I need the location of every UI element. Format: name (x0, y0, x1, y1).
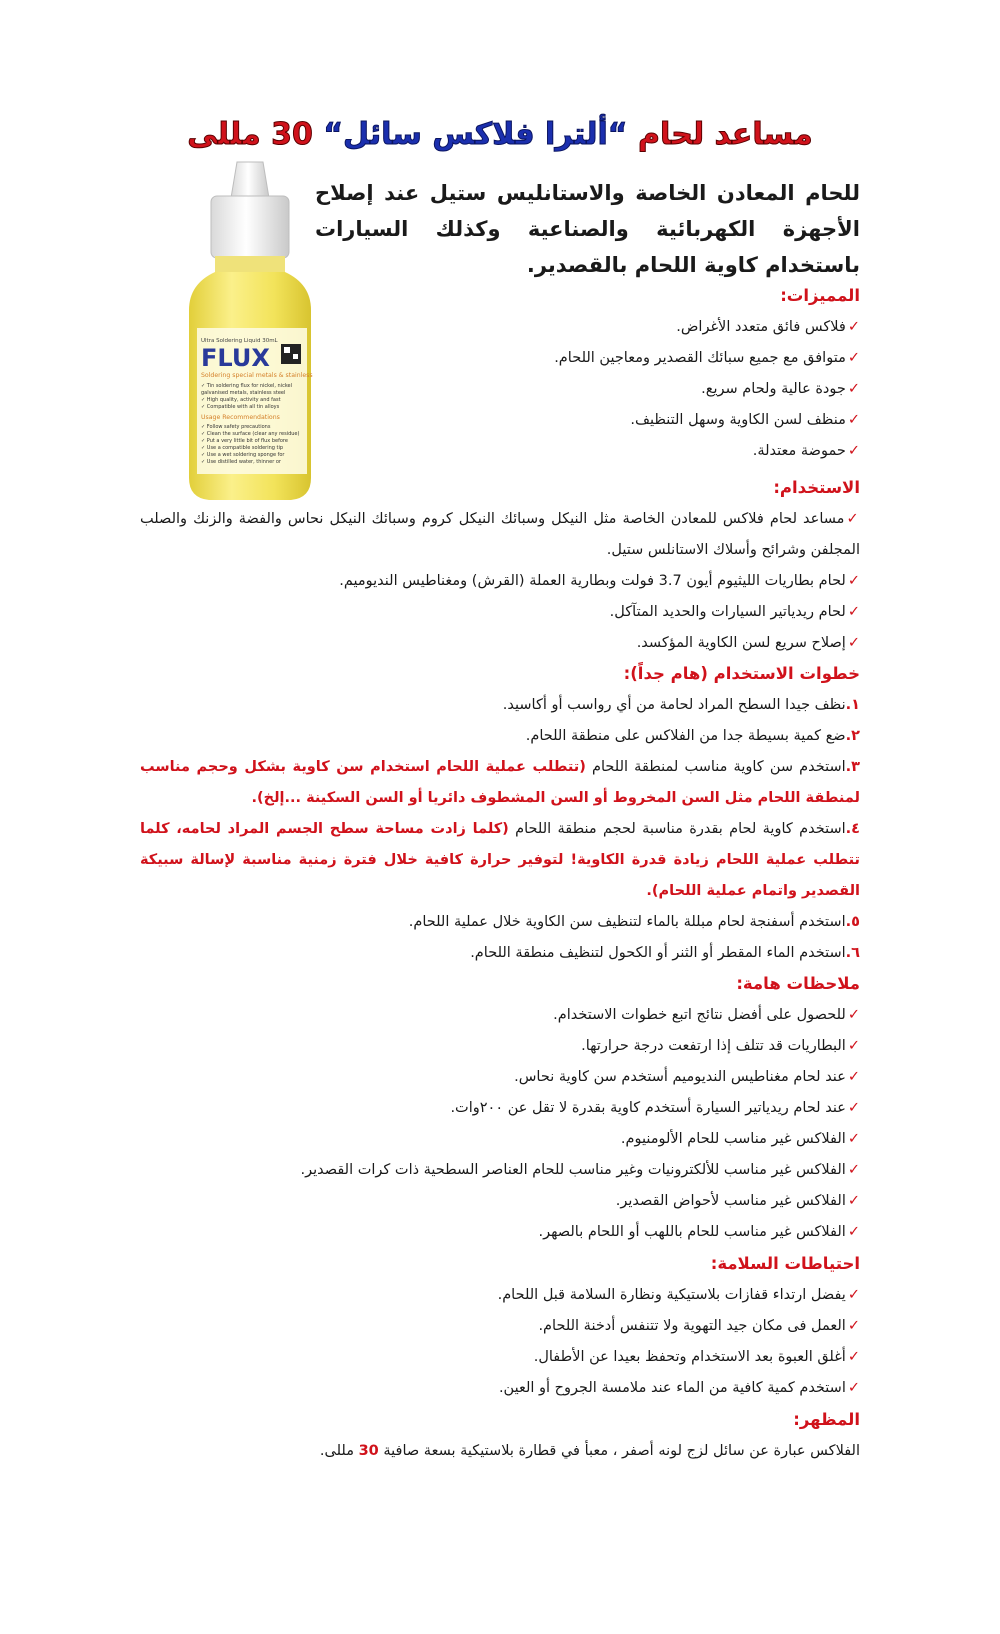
usage-item: ✓لحام ريدياتير السيارات والحديد المتآكل. (609, 604, 860, 620)
safety-item: ✓العمل فى مكان جيد التهوية ولا تتنفس أدخنة اللحام. (538, 1318, 860, 1334)
page-title (150, 108, 850, 162)
note-item: ✓البطاريات قد تتلف إذا ارتفعت درجة حرارتها. (581, 1038, 860, 1054)
check-mark-icon: ✓ (846, 511, 860, 527)
bottle-label-line: ✓ Compatible with all tin alloys (201, 404, 280, 410)
bottle-label-subtitle: Soldering special metals & stainless (201, 372, 313, 379)
notes-section (140, 972, 860, 1248)
check-mark-icon: ✓ (847, 1007, 860, 1023)
check-mark-icon: ✓ (847, 573, 860, 589)
safety-item: ✓يفضل ارتداء قفازات بلاستيكية ونظارة السلامة قبل اللحام. (497, 1287, 860, 1303)
bottle-label-line: ✓ High quality, activity and fast (201, 397, 281, 403)
check-mark-icon: ✓ (847, 1131, 860, 1147)
check-mark-icon: ✓ (847, 635, 860, 651)
feature-item: ✓حموضة معتدلة. (752, 443, 860, 459)
bottle-label-line: ✓ Tin soldering flux for nickel, nickel (201, 383, 292, 389)
features-heading: المميزات: (780, 286, 860, 305)
title-product-name: “ألترا فلاكس سائل“ (323, 117, 628, 152)
notes-heading: ملاحظات هامة: (736, 974, 860, 993)
appearance-section (140, 1408, 860, 1467)
bottle-label-line: galvanised metals, stainless steel (201, 390, 286, 396)
step-item: ٤.استخدم كاوية لحام بقدرة مناسبة لحجم منطقة اللحام (كلما زادت مساحة سطح الجسم المراد لحامه، كلما تتطلب عملية اللحام زيادة قدرة الكاوية! لتوفير حرارة كافية خلال فترة زمنية مناسبة لإسالة سبيكة القصدير واتمام عملية اللحام). (140, 821, 861, 899)
check-mark-icon: ✓ (847, 1380, 860, 1396)
bottle-label-brand: FLUX (201, 344, 270, 372)
step-item: ٢.ضع كمية بسيطة جدا من الفلاكس على منطقة اللحام. (525, 728, 860, 744)
check-mark-icon: ✓ (847, 604, 860, 620)
safety-item: ✓أغلق العبوة بعد الاستخدام وتحفظ بعيدا عن الأطفال. (533, 1349, 860, 1365)
bottle-label-usage-line: ✓ Follow safety precautions (201, 424, 271, 430)
safety-item: ✓استخدم كمية كافية من الماء عند ملامسة الجروح أو العين. (498, 1380, 860, 1396)
steps-section (140, 662, 860, 969)
note-item: ✓الفلاكس غير مناسب لأحواض القصدير. (615, 1193, 860, 1209)
bottle-label-usage-line: ✓ Use a compatible soldering tip (201, 445, 284, 451)
intro-paragraph: للحام المعادن الخاصة والاستانليس ستيل عند إصلاح الأجهزة الكهربائية والصناعية وكذلك السيارات باستخدام كاوية اللحام بالقصدير. (315, 181, 860, 277)
check-mark-icon: ✓ (847, 381, 860, 397)
check-mark-icon: ✓ (847, 1069, 860, 1085)
appearance-text: الفلاكس عبارة عن سائل لزج لونه أصفر ، معبأ في قطارة بلاستيكية بسعة صافية 30 مللى. (319, 1443, 860, 1459)
step-item: ٣.استخدم سن كاوية مناسب لمنطقة اللحام (تتطلب عملية اللحام استخدام سن كاوية بشكل وحجم مناسب لمنطقة اللحام مثل السن المخروط أو السن المشطوف دائريا أو السن السكينة ...إلخ). (140, 759, 861, 806)
note-item: ✓للحصول على أفضل نتائج اتبع خطوات الاستخدام. (553, 1007, 860, 1023)
feature-item: ✓منظف لسن الكاوية وسهل التنظيف. (630, 412, 860, 428)
check-mark-icon: ✓ (847, 1193, 860, 1209)
step-item: ١.نظف جيدا السطح المراد لحامة من أي رواسب أو أكاسيد. (502, 697, 860, 713)
check-mark-icon: ✓ (847, 1162, 860, 1178)
note-item: ✓الفلاكس غير مناسب للحام الألومنيوم. (620, 1131, 860, 1147)
bottle-label-usage-line: ✓ Use distilled water, thinner or (201, 459, 281, 465)
usage-section (140, 476, 860, 659)
step-item: ٦.استخدم الماء المقطر أو الثنر أو الكحول لتنظيف منطقة اللحام. (470, 945, 860, 961)
bottle-label-usage-line: ✓ Use a wet soldering sponge for (201, 452, 285, 458)
title-part-1: مساعد لحام (637, 117, 813, 152)
bottle-label-usage-title: Usage Recommendations (201, 414, 280, 421)
note-item: ✓الفلاكس غير مناسب للألكترونيات وغير مناسب للحام العناصر السطحية ذات كرات القصدير. (300, 1162, 860, 1178)
feature-item: ✓متوافق مع جميع سبائك القصدير ومعاجين اللحام. (554, 350, 860, 366)
note-item: ✓عند لحام مغناطيس النديوميم أستخدم سن كاوية نحاس. (514, 1069, 860, 1085)
usage-item: ✓إصلاح سريع لسن الكاوية المؤكسد. (636, 635, 860, 651)
feature-item: ✓فلاكس فائق متعدد الأغراض. (676, 319, 860, 335)
features-section (315, 284, 860, 467)
check-mark-icon: ✓ (847, 1349, 860, 1365)
feature-item: ✓جودة عالية ولحام سريع. (701, 381, 860, 397)
bottle-label-small: Ultra Soldering Liquid 30mL (201, 338, 278, 344)
check-mark-icon: ✓ (847, 319, 860, 335)
check-mark-icon: ✓ (847, 443, 860, 459)
appearance-volume: 30 (358, 1443, 379, 1459)
safety-section (140, 1252, 860, 1404)
check-mark-icon: ✓ (847, 1224, 860, 1240)
safety-heading: احتياطات السلامة: (710, 1254, 860, 1273)
note-item: ✓عند لحام ريدياتير السيارة أستخدم كاوية بقدرة لا تقل عن ٢٠٠وات. (450, 1100, 860, 1116)
note-item: ✓الفلاكس غير مناسب للحام باللهب أو اللحام بالصهر. (538, 1224, 860, 1240)
title-volume: 30 مللى (187, 117, 313, 152)
usage-item: ✓لحام بطاريات الليثيوم أيون 3.7 فولت وبطارية العملة (القرش) ومغناطيس النديوميم. (339, 573, 860, 589)
check-mark-icon: ✓ (847, 1318, 860, 1334)
check-mark-icon: ✓ (847, 1100, 860, 1116)
check-mark-icon: ✓ (847, 1038, 860, 1054)
check-mark-icon: ✓ (847, 350, 860, 366)
bottle-label-usage-line: ✓ Clean the surface (clear any residue) (201, 431, 300, 437)
step-item: ٥.استخدم أسفنجة لحام مبللة بالماء لتنظيف سن الكاوية خلال عملية اللحام. (408, 914, 860, 930)
flux-bottle-image (185, 160, 315, 505)
appearance-heading: المظهر: (793, 1410, 860, 1429)
steps-heading: خطوات الاستخدام (هام جداً): (623, 664, 860, 683)
usage-heading: الاستخدام: (773, 478, 860, 497)
check-mark-icon: ✓ (847, 1287, 860, 1303)
usage-item: ✓مساعد لحام فلاكس للمعادن الخاصة مثل النيكل وسبائك النيكل كروم وسبائك النيكل نحاس والفضة والزنك والصلب المجلفن وشرائح وأسلاك الاستانلس ستيل. (140, 511, 860, 558)
check-mark-icon: ✓ (847, 412, 860, 428)
bottle-label-usage-line: ✓ Put a very little bit of flux before (201, 438, 288, 444)
